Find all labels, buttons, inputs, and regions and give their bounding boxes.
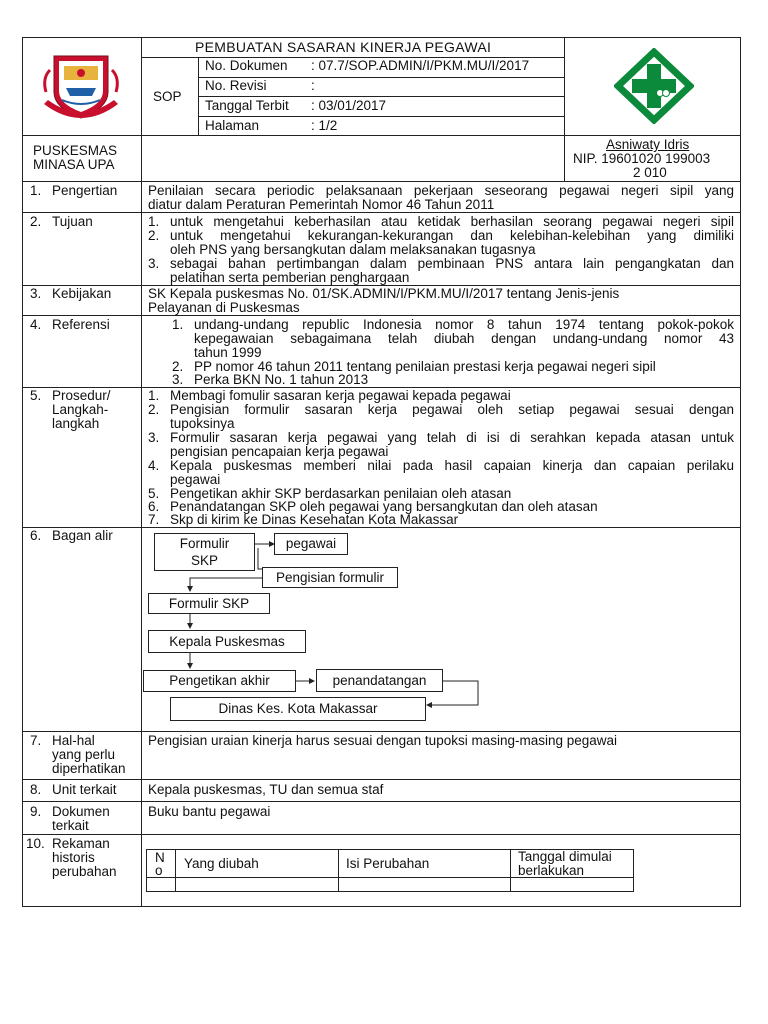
s1-num: 1. <box>30 183 42 198</box>
halaman-value: : 1/2 <box>311 118 338 133</box>
org-name-line1: PUSKESMAS <box>33 143 118 158</box>
signer-nip-line2: 2 010 <box>633 165 667 180</box>
s1-text-line2: diatur dalam Peraturan Pemerintah Nomor 46 Tahun 2011 <box>148 197 495 212</box>
s7-text: Pengisian uraian kinerja harus sesuai dengan tupoksi masing-masing pegawai <box>148 733 618 748</box>
s5-item-4-line2: pegawai <box>170 472 221 487</box>
s5-item-7-line1: Skp di kirim ke Dinas Kesehatan Kota Makassar <box>170 512 459 527</box>
signer-name: Asniwaty Idris <box>606 137 690 152</box>
flow-node-formulir-label1: Formulir <box>179 536 230 551</box>
no-revisi-label: No. Revisi <box>205 78 267 93</box>
s5-item-5-line1: Pengetikan akhir SKP berdasarkan penilaian oleh atasan <box>170 486 512 501</box>
s2-item-2-line2: oleh PNS yang bersangkutan dalam melaksanakan tugasnya <box>170 242 536 257</box>
revision-history-table <box>146 849 634 892</box>
s1-label: Pengertian <box>52 183 118 198</box>
s2-item-3-line1: sebagai bahan pertimbangan dalam pembinaan PNS antara lain pengangkatan dan <box>170 256 734 271</box>
puskesmas-cross-icon <box>614 48 694 124</box>
halaman-label: Halaman <box>205 118 260 133</box>
s4-num: 4. <box>30 317 42 332</box>
rev-col-no-line1: N <box>155 850 165 865</box>
s4-item-1-line1: undang-undang republic Indonesia nomor 8 tahun 1974 tentang pokok-pokok <box>194 317 734 332</box>
flow-node-penandatangan <box>316 669 443 692</box>
s5-item-4-num: 4. <box>148 458 160 473</box>
signer-nip-line1: NIP. 19601020 199003 <box>573 151 711 166</box>
flow-node-kepala-puskesmas <box>148 630 306 653</box>
s8-text: Kepala puskesmas, TU dan semua staf <box>148 782 384 797</box>
s6-label: Bagan alir <box>52 528 113 543</box>
s3-text-line1: SK Kepala puskesmas No. 01/SK.ADMIN/I/PKM.MU/I/2017 tentang Jenis-jenis <box>148 286 620 301</box>
s5-label-line1: Prosedur/ <box>52 388 111 403</box>
s5-item-2-num: 2. <box>148 402 160 417</box>
rev-col-tanggal-line1: Tanggal dimulai <box>518 849 612 864</box>
tanggal-terbit-label: Tanggal Terbit <box>205 98 289 113</box>
s6-num: 6. <box>30 528 42 543</box>
s3-num: 3. <box>30 286 42 301</box>
flow-node-penandatangan-label: penandatangan <box>332 673 427 688</box>
s5-item-6-line1: Penandatangan SKP oleh pegawai yang bersangkutan dan oleh atasan <box>170 499 598 514</box>
s2-item-3-num: 3. <box>148 256 160 271</box>
s9-label-line1: Dokumen <box>52 804 110 819</box>
s3-text-line2: Pelayanan di Puskesmas <box>148 300 300 315</box>
city-seal-icon <box>40 48 122 126</box>
s4-item-3-num: 3. <box>172 372 184 387</box>
s7-num: 7. <box>30 733 42 748</box>
rev-col-no-line2: o <box>155 863 163 878</box>
org-name-line2: MINASA UPA <box>33 157 115 172</box>
s4-item-2-num: 2. <box>172 359 184 374</box>
s10-label-line1: Rekaman <box>52 836 110 851</box>
s10-label-line2: historis <box>52 850 95 865</box>
s2-item-1-num: 1. <box>148 214 160 229</box>
flow-node-pengetikan-label: Pengetikan akhir <box>169 673 270 688</box>
s3-label: Kebijakan <box>52 286 112 301</box>
s10-label-line3: perubahan <box>52 864 117 879</box>
flow-node-dinas-label: Dinas Kes. Kota Makassar <box>218 701 378 716</box>
s5-item-7-num: 7. <box>148 512 160 527</box>
s5-item-6-num: 6. <box>148 499 160 514</box>
flow-node-pengisian-label: Pengisian formulir <box>275 570 385 585</box>
s4-item-3-line1: Perka BKN No. 1 tahun 2013 <box>194 372 369 387</box>
s5-item-4-line1: Kepala puskesmas memberi nilai pada hasil capaian kinerja dan capaian perilaku <box>170 458 734 473</box>
s5-label-line3: langkah <box>52 416 100 431</box>
sop-title: PEMBUATAN SASARAN KINERJA PEGAWAI <box>195 39 492 55</box>
no-dokumen-label: No. Dokumen <box>205 58 288 73</box>
s7-label-line2: yang perlu <box>52 747 116 762</box>
s5-item-3-line1: Formulir sasaran kerja pegawai yang telah di isi di serahkan kepada atasan untuk <box>170 430 734 445</box>
flow-node-kepala-label: Kepala Puskesmas <box>169 634 285 649</box>
flow-node-formulir-label2: SKP <box>190 553 218 568</box>
rev-col-isi: Isi Perubahan <box>346 856 430 871</box>
s10-num: 10. <box>26 836 45 851</box>
puskesmas-logo <box>614 48 694 124</box>
s5-item-5-num: 5. <box>148 486 160 501</box>
rev-col-tanggal-line2: berlakukan <box>518 863 585 878</box>
s7-label-line1: Hal-hal <box>52 733 95 748</box>
flow-node-formulir-skp <box>148 593 270 614</box>
s2-item-2-line1: untuk mengetahui kekurangan-kekurangan dan kelebihan-kelebihan yang dimiliki <box>170 228 734 243</box>
flow-node-pegawai <box>274 533 348 555</box>
s1-text-line1: Penilaian secara periodic pelaksanaan pekerjaan seseorang pegawai negeri sipil yang <box>148 183 734 198</box>
flow-node-dinas-kes <box>170 697 426 721</box>
s5-item-1-num: 1. <box>148 388 160 403</box>
tanggal-terbit-value: : 03/01/2017 <box>311 98 387 113</box>
s4-item-2-line1: PP nomor 46 tahun 2011 tentang penilaian prestasi kerja pegawai negeri sipil <box>194 359 656 374</box>
no-dokumen-value: : 07.7/SOP.ADMIN/I/PKM.MU/I/2017 <box>311 58 530 73</box>
s9-text: Buku bantu pegawai <box>148 804 271 819</box>
s5-item-2-line1: Pengisian formulir sasaran kerja pegawai oleh setiap pegawai sesuai dengan <box>170 402 734 417</box>
s4-item-1-line3: tahun 1999 <box>194 345 262 360</box>
s4-item-1-line2: kepegawaian sebagaimana telah diubah dengan undang-undang nomor 43 <box>194 331 734 346</box>
s2-num: 2. <box>30 214 42 229</box>
s5-item-2-line2: tupoksinya <box>170 416 235 431</box>
no-revisi-value: : <box>311 78 315 93</box>
flow-node-formulir-skp-label: Formulir SKP <box>168 596 250 611</box>
s7-label-line3: diperhatikan <box>52 761 126 776</box>
s2-label: Tujuan <box>52 214 93 229</box>
sop-label: SOP <box>153 89 182 104</box>
flow-node-pengetikan-akhir <box>143 670 296 692</box>
s2-item-1-line1: untuk mengetahui keberhasilan atau ketidak berhasilan seorang pegawai negeri sipil <box>170 214 734 229</box>
s8-num: 8. <box>30 782 42 797</box>
s5-item-1-line1: Membagi fomulir sasaran kerja pegawai kepada pegawai <box>170 388 511 403</box>
s9-label-line2: terkait <box>52 818 89 833</box>
city-seal-logo <box>40 48 122 126</box>
s4-label: Referensi <box>52 317 110 332</box>
s4-item-1-num: 1. <box>172 317 184 332</box>
s5-label-line2: Langkah- <box>52 402 109 417</box>
flow-node-pengisian-formulir <box>262 567 398 588</box>
s5-item-3-line2: pengisian pencapaian kerja pegawai <box>170 444 389 459</box>
s5-item-3-num: 3. <box>148 430 160 445</box>
s2-item-2-num: 2. <box>148 228 160 243</box>
rev-col-diubah: Yang diubah <box>184 856 259 871</box>
flow-node-formulir-skp-start <box>154 533 255 571</box>
s8-label: Unit terkait <box>52 782 117 797</box>
s2-item-3-line2: pelatihan serta pemberian penghargaan <box>170 270 410 285</box>
flow-node-pegawai-label: pegawai <box>285 536 337 551</box>
s9-num: 9. <box>30 804 42 819</box>
s5-num: 5. <box>30 388 42 403</box>
